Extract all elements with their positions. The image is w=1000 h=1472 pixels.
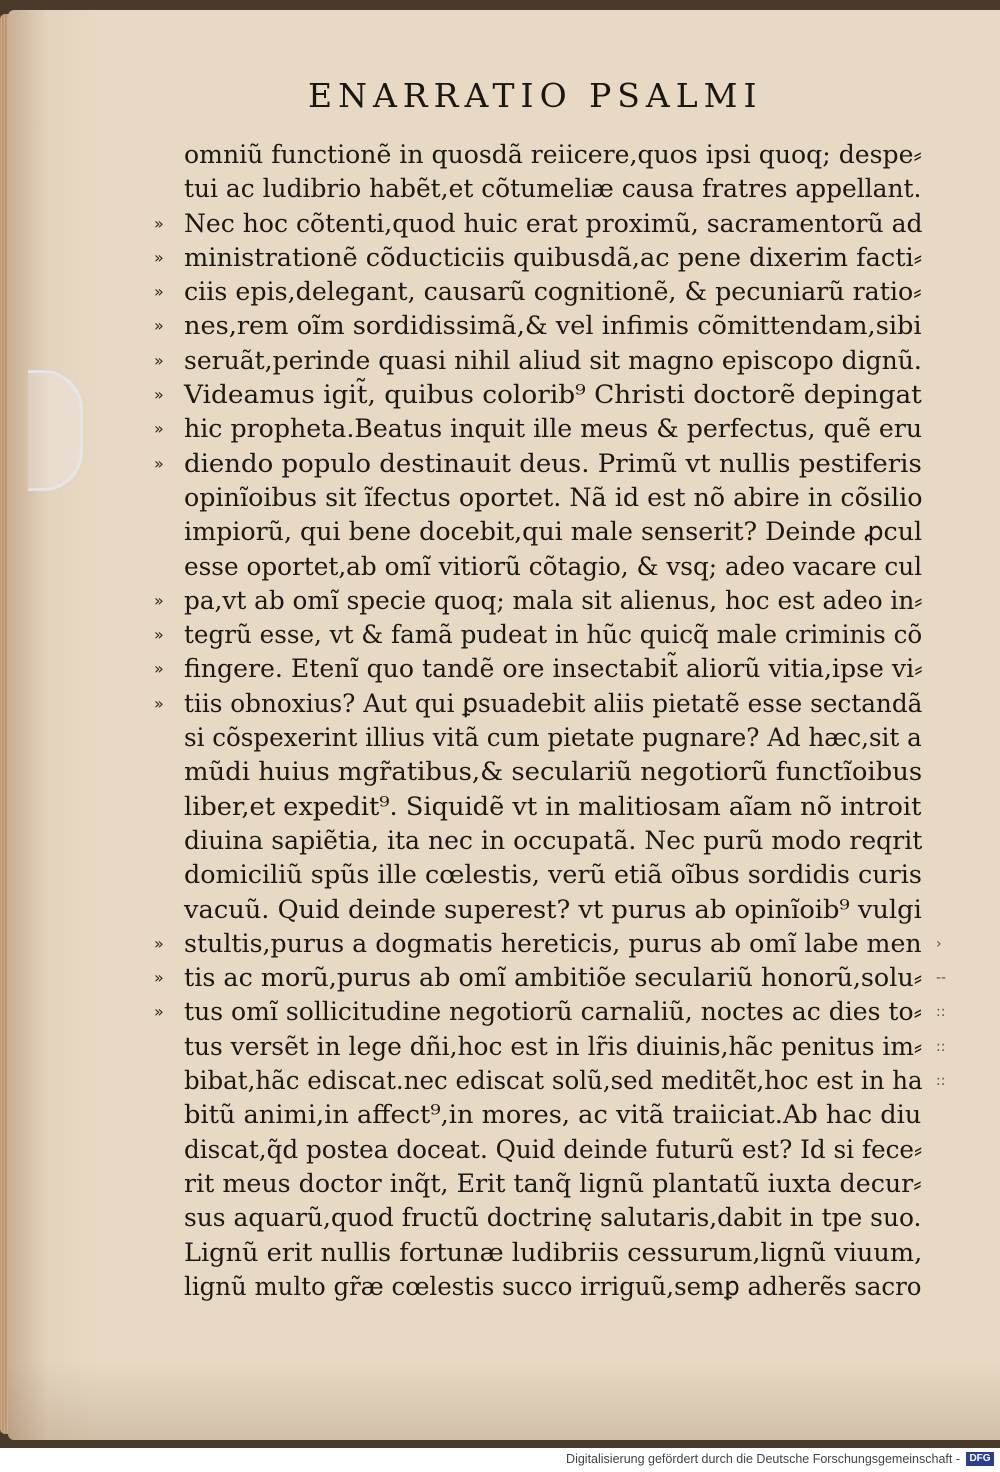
line-text: sus aquarũ,quod fructũ doctrinę salutaris,dabit in tpe suo. — [184, 1203, 922, 1234]
line-text: fingere. Etenĩ quo tandẽ ore insectabit̃ aliorũ vitia,ipse vi⸗ — [184, 654, 923, 685]
line-text: tiis obnoxius? Aut qui ꝑsuadebit aliis pietatẽ esse sectandã — [184, 688, 923, 719]
line-text: mũdi huius mgr̃atibus,& seculariũ negotiorũ functĩoibus — [184, 757, 923, 788]
text-line — [184, 721, 924, 755]
text-line — [154, 344, 924, 378]
line-text: tus omĩ sollicitudine negotiorũ carnaliũ, noctes ac dies to⸗ — [184, 997, 922, 1028]
text-line — [154, 584, 924, 618]
text-line — [154, 961, 947, 995]
text-line — [184, 138, 924, 172]
margin-quote-marker: » — [154, 247, 163, 267]
text-line — [154, 309, 924, 343]
line-text: impiorũ, qui bene docebit,qui male senserit? Deinde ꝓcul — [184, 517, 923, 548]
line-text: stultis,purus a dogmatis hereticis, purus ab omĩ labe men — [184, 928, 922, 959]
line-text: Lignũ erit nullis fortunæ ludibriis cessurum,lignũ viuum, — [184, 1237, 923, 1268]
margin-quote-marker: » — [154, 419, 163, 439]
text-line — [184, 515, 924, 549]
margin-quote-marker: » — [154, 933, 163, 953]
right-margin-mark: :: — [936, 1038, 946, 1055]
glass-clip-holder — [28, 370, 83, 491]
text-line — [154, 687, 924, 721]
text-line — [154, 241, 924, 275]
margin-quote-marker: » — [154, 213, 163, 233]
text-line — [184, 1236, 924, 1270]
funding-credit: Digitalisierung gefördert durch die Deutsche Forschungsgemeinschaft - — [566, 1452, 960, 1466]
margin-quote-marker: » — [154, 453, 163, 473]
line-text: Nec hoc cõtenti,quod huic erat proximũ, sacramentorũ ad — [184, 208, 923, 239]
line-text: discat,q̃d postea doceat. Quid deinde futurũ est? Id si fece⸗ — [184, 1134, 923, 1165]
text-line — [184, 1064, 946, 1098]
digitization-footer — [0, 1448, 1000, 1472]
margin-quote-marker: » — [154, 693, 163, 713]
line-text: esse oportet,ab omĩ vitiorũ cõtagio, & vsq; adeo vacare cul — [184, 551, 923, 582]
text-line — [154, 412, 924, 446]
line-text: hic propheta.Beatus inquit ille meus & perfectus, quẽ eru — [184, 414, 923, 445]
text-line — [184, 858, 924, 892]
line-text: ciis epis,delegant, causarũ cognitionẽ, & pecuniarũ ratio⸗ — [184, 277, 922, 308]
line-text: diendo populo destinauit deus. Primũ vt nullis pestiferis — [184, 448, 922, 479]
margin-quote-marker: » — [154, 350, 163, 370]
line-text: rit meus doctor inq̃t, Erit tanq̃ lignũ plantatũ iuxta decur⸗ — [184, 1168, 922, 1199]
margin-quote-marker: » — [154, 968, 163, 988]
text-line — [184, 481, 924, 515]
line-text: diuina sapiẽtia, ita nec in occupatã. Nec purũ modo reqrit — [184, 825, 923, 856]
margin-quote-marker: » — [154, 282, 163, 302]
text-line — [154, 927, 942, 961]
line-text: domiciliũ spũs ille cœlestis, verũ etiã oĩbus sordidis curis — [184, 860, 922, 891]
text-line — [154, 275, 924, 309]
line-text: Videamus igit̃, quibus colorib⁹ Christi doctorẽ depingat — [184, 380, 922, 411]
line-text: opinĩoibus sit ĩfectus oportet. Nã id est nõ abire in cõsilio — [184, 482, 923, 513]
line-text: tis ac morũ,purus ab omĩ ambitiõe seculariũ honorũ,solu⸗ — [184, 963, 923, 994]
running-head: ENARRATIO PSALMI — [308, 76, 763, 115]
text-line — [154, 618, 924, 652]
text-line — [154, 652, 924, 686]
line-text: tui ac ludibrio habẽt,et cõtumeliæ causa fratres appellant. — [184, 174, 922, 205]
text-line — [184, 893, 924, 927]
margin-quote-marker: » — [154, 385, 163, 405]
right-margin-mark: :: — [936, 1004, 946, 1021]
line-text: tegrũ esse, vt & famã pudeat in hũc quicq̃ male criminis cõ — [184, 620, 923, 651]
text-line — [184, 1030, 946, 1064]
margin-quote-marker: » — [154, 590, 163, 610]
margin-quote-marker: » — [154, 316, 163, 336]
right-margin-mark: :: — [936, 1073, 946, 1090]
book-page — [8, 10, 1000, 1440]
text-line — [184, 550, 924, 584]
text-line — [184, 1201, 924, 1235]
text-line — [154, 207, 924, 241]
line-text: ministrationẽ cõducticiis quibusdã,ac pene dixerim facti⸗ — [184, 242, 923, 273]
text-line — [154, 378, 924, 412]
text-line — [154, 995, 946, 1029]
line-text: bitũ animi,in affect⁹,in mores, ac vitã traiiciat.Ab hac diu — [184, 1100, 922, 1131]
text-line — [184, 824, 924, 858]
margin-quote-marker: » — [154, 1002, 163, 1022]
text-line — [184, 1133, 924, 1167]
text-line — [184, 790, 924, 824]
margin-quote-marker: » — [154, 625, 163, 645]
line-text: si cõspexerint illius vitã cum pietate pugnare? Ad hæc,sit a — [184, 723, 922, 754]
line-text: bibat,hãc ediscat.nec ediscat solũ,sed meditẽt,hoc est in ha — [184, 1066, 923, 1097]
right-margin-mark: -- — [936, 970, 947, 987]
text-line — [184, 1270, 924, 1304]
text-line — [184, 1098, 924, 1132]
line-text: tus versẽt in lege dñi,hoc est in lr̃is diuinis,hãc penitus im⸗ — [184, 1031, 923, 1062]
line-text: lignũ multo gr̃æ cœlestis succo irriguũ,semꝑ adherẽs sacro — [184, 1271, 922, 1302]
margin-quote-marker: » — [154, 659, 163, 679]
line-text: seruãt,perinde quasi nihil aliud sit magno episcopo dignũ. — [184, 345, 922, 376]
line-text: pa,vt ab omĩ specie quoq; mala sit alienus, hoc est adeo in⸗ — [184, 585, 923, 616]
line-text: omniũ functionẽ in quosdã reiicere,quos ipsi quoq; despe⸗ — [184, 140, 922, 170]
line-text: liber,et expedit⁹. Siquidẽ vt in malitiosam aĩam nõ introit — [184, 791, 922, 822]
right-margin-mark: › — [936, 935, 942, 952]
line-text: vacuũ. Quid deinde superest? vt purus ab opinĩoib⁹ vulgi — [184, 894, 922, 925]
text-line — [184, 1167, 924, 1201]
text-line — [184, 755, 924, 789]
text-line — [184, 172, 924, 206]
dfg-logo-icon: DFG — [966, 1452, 994, 1466]
text-line — [154, 447, 924, 481]
line-text: nes,rem oĩm sordidissimã,& vel infimis cõmittendam,sibi — [184, 311, 922, 342]
text-block — [154, 138, 947, 1304]
